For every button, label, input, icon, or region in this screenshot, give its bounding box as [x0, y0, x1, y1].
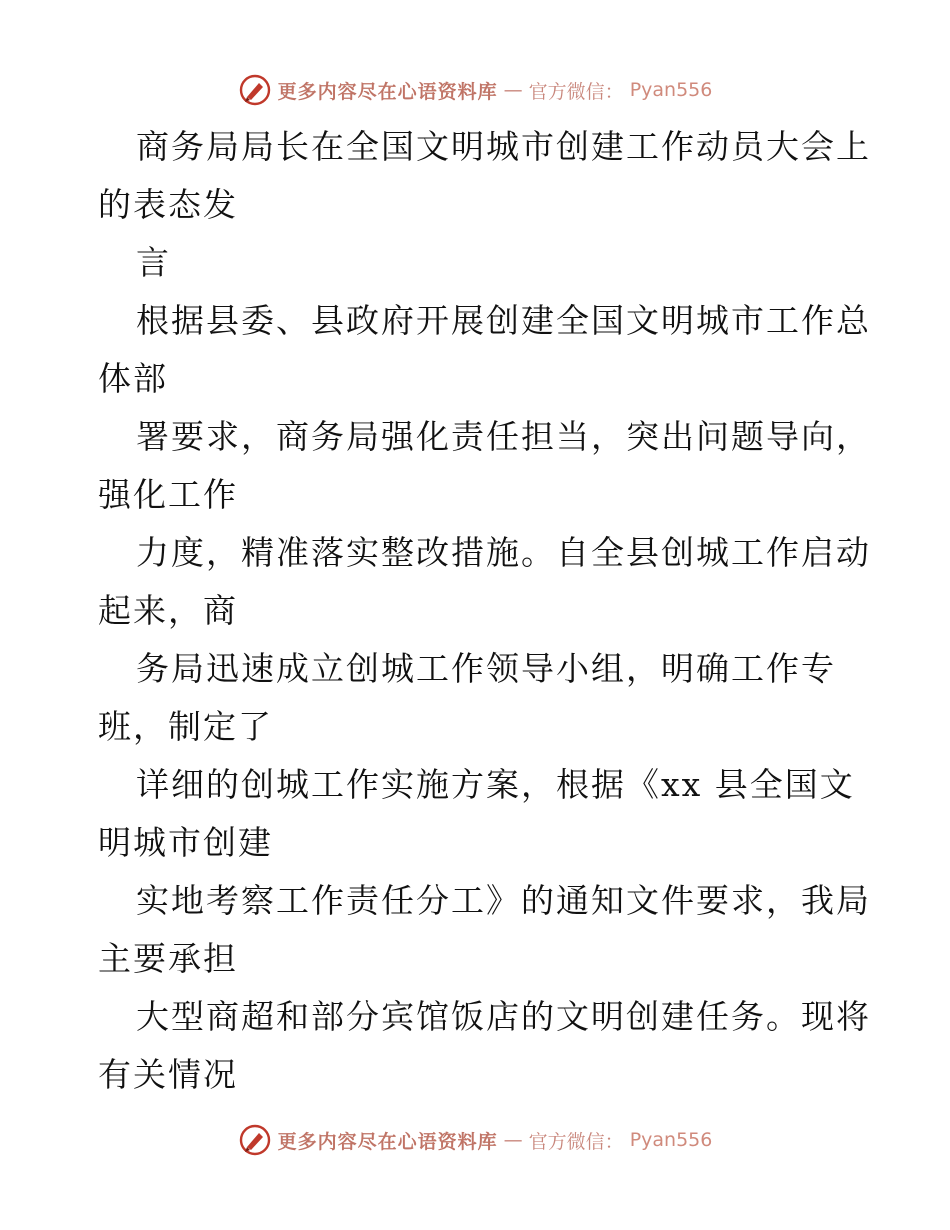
text-line: 商务局局长在全国文明城市创建工作动员大会上	[136, 127, 871, 166]
watermark-main-text: 更多内容尽在心语资料库	[277, 1130, 498, 1153]
text-line: 务局迅速成立创城工作领导小组，明确工作专	[136, 649, 836, 688]
text-line: 详细的创城工作实施方案，根据《xx 县全国文	[136, 765, 855, 804]
watermark-wechat-id: Pyan556	[629, 79, 713, 101]
watermark-separator: —	[503, 1129, 523, 1151]
text-line: 体部	[98, 359, 168, 398]
document-body	[98, 118, 871, 1104]
text-line: 的表态发	[98, 185, 238, 224]
text-line: 力度，精准落实整改措施。自全县创城工作启动	[136, 533, 871, 572]
text-line: 主要承担	[98, 939, 238, 978]
pen-logo-icon	[238, 1123, 272, 1157]
text-line: 班，制定了	[98, 707, 273, 746]
text-line: 大型商超和部分宾馆饭店的文明创建任务。现将	[136, 997, 871, 1036]
watermark-label: 官方微信：	[528, 80, 624, 103]
watermark-wechat-id: Pyan556	[629, 1129, 713, 1151]
header-watermark	[0, 70, 950, 110]
pen-logo-icon	[238, 73, 272, 107]
watermark-main-text: 更多内容尽在心语资料库	[277, 80, 498, 103]
text-line: 言	[136, 243, 171, 282]
text-line: 强化工作	[98, 475, 238, 514]
watermark-label: 官方微信：	[528, 1130, 624, 1153]
text-line: 起来，商	[98, 591, 238, 630]
text-line: 署要求，商务局强化责任担当，突出问题导向，	[136, 417, 871, 456]
footer-watermark	[0, 1120, 950, 1160]
text-line: 明城市创建	[98, 823, 273, 862]
text-line: 根据县委、县政府开展创建全国文明城市工作总	[136, 301, 871, 340]
text-line: 实地考察工作责任分工》的通知文件要求，我局	[136, 881, 871, 920]
text-line: 有关情况	[98, 1055, 238, 1094]
watermark-separator: —	[503, 79, 523, 101]
